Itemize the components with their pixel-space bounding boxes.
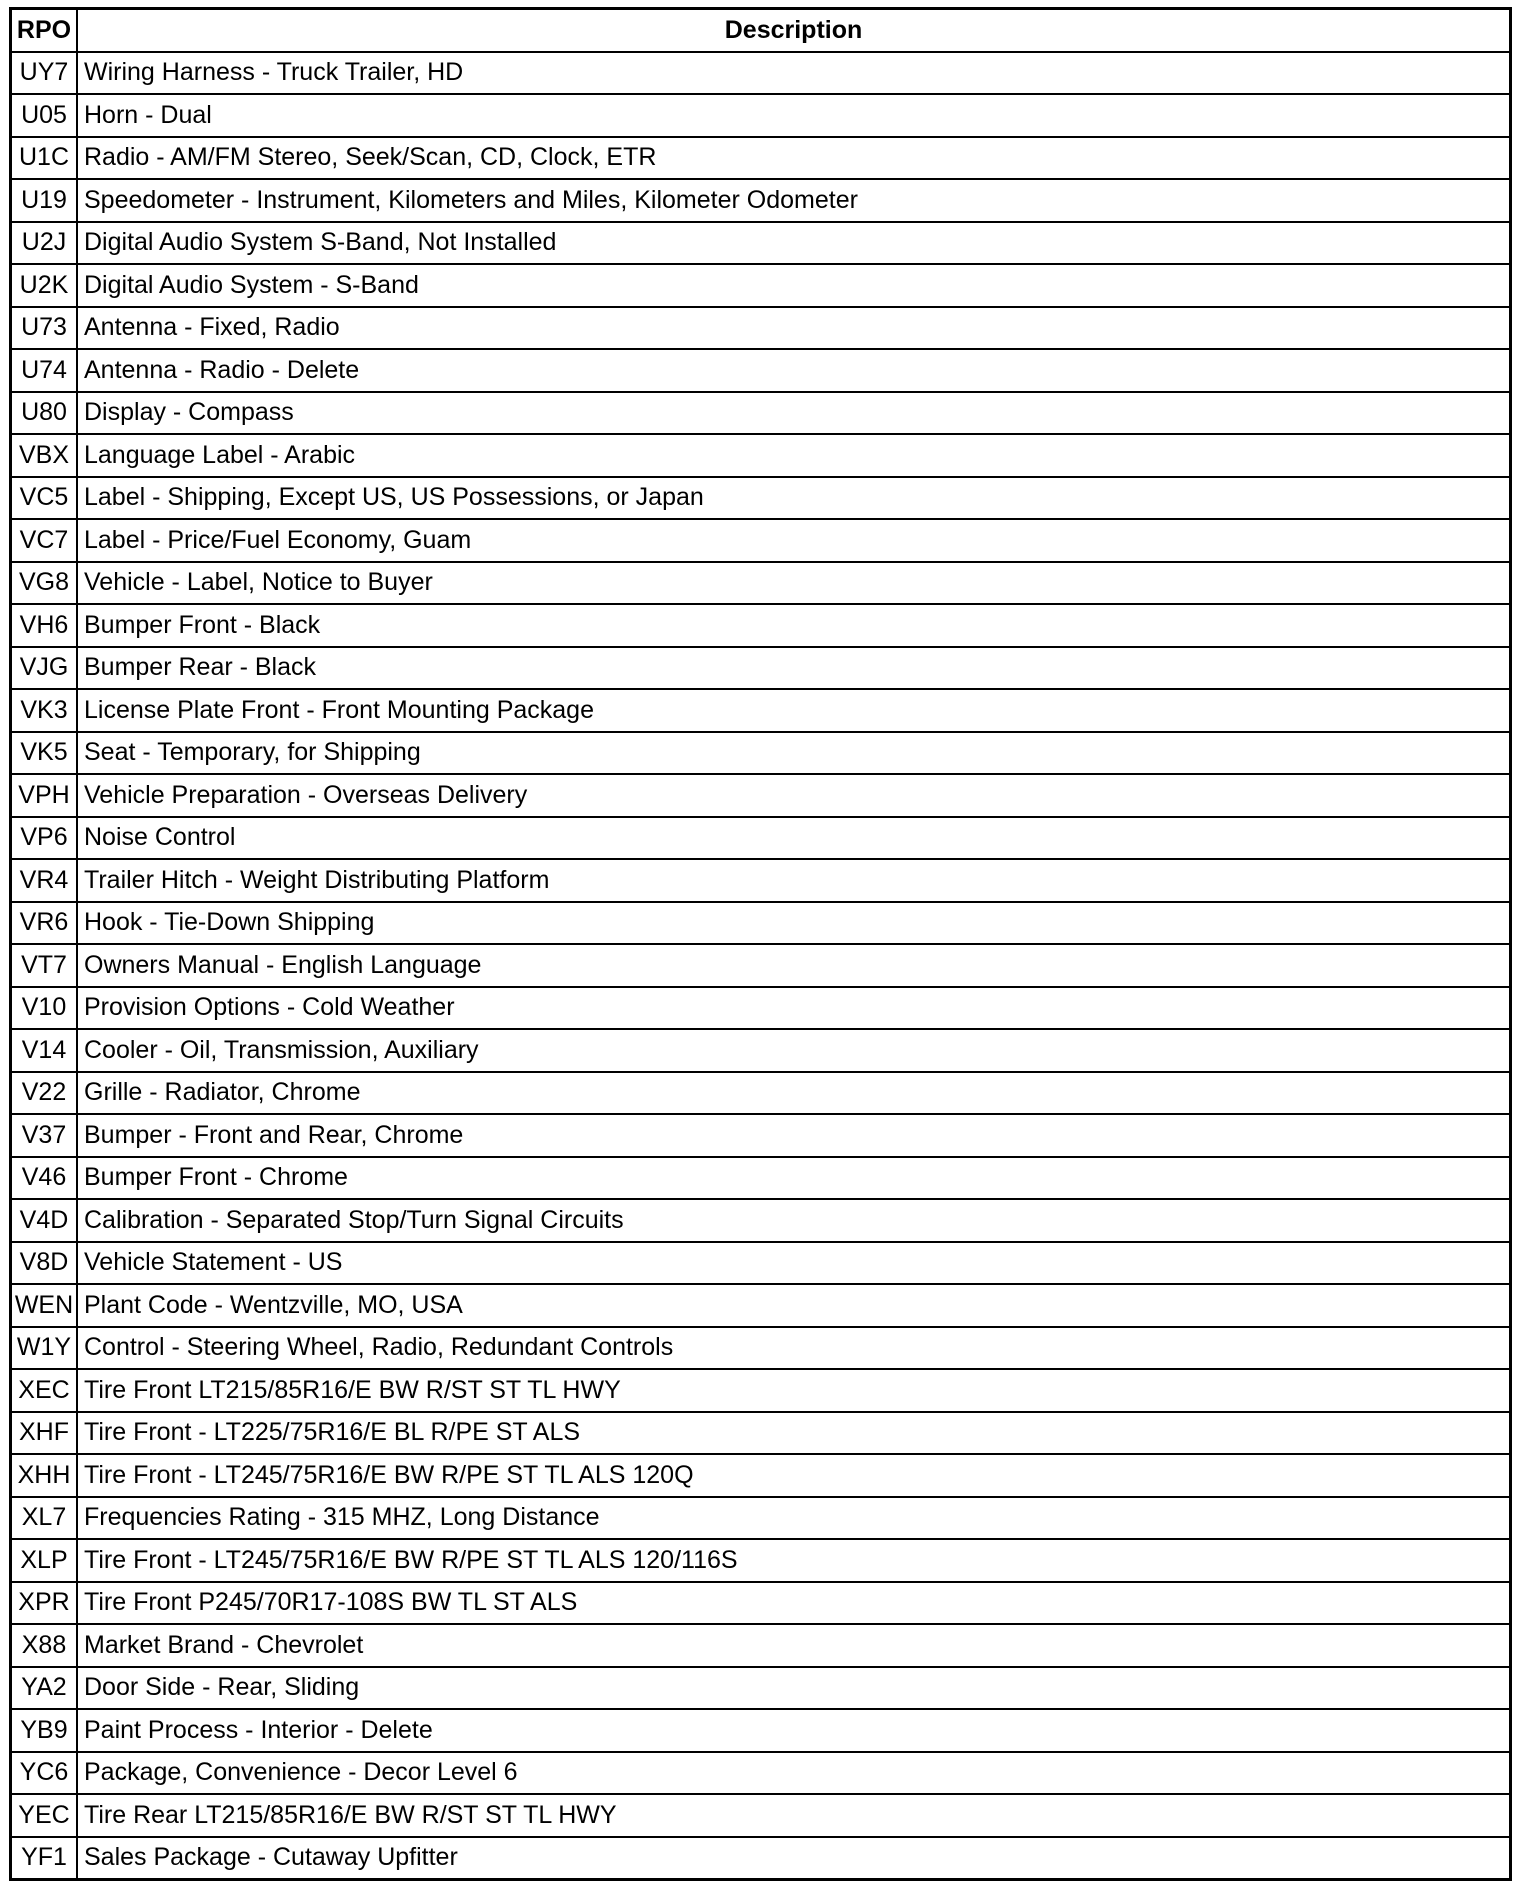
rpo-code-cell: YEC: [11, 1794, 78, 1837]
description-cell: Cooler - Oil, Transmission, Auxiliary: [77, 1029, 1511, 1072]
description-cell: Bumper Front - Chrome: [77, 1157, 1511, 1200]
rpo-code-cell: V37: [11, 1114, 78, 1157]
description-cell: Digital Audio System - S-Band: [77, 264, 1511, 307]
rpo-code-cell: VJG: [11, 647, 78, 690]
rpo-code-cell: VR4: [11, 859, 78, 902]
table-row: [11, 179, 1511, 222]
rpo-code-cell: XHH: [11, 1454, 78, 1497]
rpo-code-cell: VG8: [11, 562, 78, 605]
rpo-code-cell: V22: [11, 1072, 78, 1115]
table-row: [11, 689, 1511, 732]
description-cell: Tire Front - LT245/75R16/E BW R/PE ST TL ALS 120/116S: [77, 1539, 1511, 1582]
rpo-code-cell: VH6: [11, 604, 78, 647]
description-cell: Language Label - Arabic: [77, 434, 1511, 477]
table-row: [11, 392, 1511, 435]
description-cell: Provision Options - Cold Weather: [77, 987, 1511, 1030]
description-cell: Horn - Dual: [77, 94, 1511, 137]
rpo-code-cell: VPH: [11, 774, 78, 817]
rpo-code-cell: UY7: [11, 52, 78, 95]
description-cell: Control - Steering Wheel, Radio, Redundant Controls: [77, 1327, 1511, 1370]
table-row: [11, 1284, 1511, 1327]
rpo-code-cell: XPR: [11, 1582, 78, 1625]
description-cell: Display - Compass: [77, 392, 1511, 435]
rpo-code-cell: VK3: [11, 689, 78, 732]
description-cell: Sales Package - Cutaway Upfitter: [77, 1837, 1511, 1880]
rpo-code-cell: VK5: [11, 732, 78, 775]
description-cell: Radio - AM/FM Stereo, Seek/Scan, CD, Clock, ETR: [77, 137, 1511, 180]
table-row: [11, 562, 1511, 605]
rpo-code-cell: V10: [11, 987, 78, 1030]
table-row: [11, 1539, 1511, 1582]
table-row: [11, 1157, 1511, 1200]
table-row: [11, 1794, 1511, 1837]
table-row: [11, 1199, 1511, 1242]
description-cell: License Plate Front - Front Mounting Package: [77, 689, 1511, 732]
table-row: [11, 817, 1511, 860]
rpo-code-cell: YA2: [11, 1667, 78, 1710]
table-row: [11, 1667, 1511, 1710]
table-row: [11, 52, 1511, 95]
description-cell: Tire Front P245/70R17-108S BW TL ST ALS: [77, 1582, 1511, 1625]
table-row: [11, 944, 1511, 987]
table-row: [11, 477, 1511, 520]
description-cell: Tire Front - LT225/75R16/E BL R/PE ST ALS: [77, 1412, 1511, 1455]
description-cell: Tire Rear LT215/85R16/E BW R/ST ST TL HWY: [77, 1794, 1511, 1837]
table-row: [11, 1412, 1511, 1455]
table-row: [11, 859, 1511, 902]
table-row: [11, 1029, 1511, 1072]
description-cell: Package, Convenience - Decor Level 6: [77, 1752, 1511, 1795]
description-cell: Antenna - Radio - Delete: [77, 349, 1511, 392]
rpo-code-cell: YF1: [11, 1837, 78, 1880]
rpo-code-cell: U73: [11, 307, 78, 350]
rpo-code-cell: VT7: [11, 944, 78, 987]
table-row: [11, 137, 1511, 180]
table-row: [11, 1709, 1511, 1752]
description-cell: Trailer Hitch - Weight Distributing Platform: [77, 859, 1511, 902]
table-row: [11, 264, 1511, 307]
table-row: [11, 349, 1511, 392]
table-row: [11, 902, 1511, 945]
table-row: [11, 1582, 1511, 1625]
rpo-code-cell: V14: [11, 1029, 78, 1072]
table-row: [11, 222, 1511, 265]
table-row: [11, 1369, 1511, 1412]
table-row: [11, 434, 1511, 477]
description-cell: Bumper - Front and Rear, Chrome: [77, 1114, 1511, 1157]
description-cell: Hook - Tie-Down Shipping: [77, 902, 1511, 945]
description-cell: Speedometer - Instrument, Kilometers and Miles, Kilometer Odometer: [77, 179, 1511, 222]
table-row: [11, 519, 1511, 562]
description-cell: Label - Price/Fuel Economy, Guam: [77, 519, 1511, 562]
rpo-code-cell: V8D: [11, 1242, 78, 1285]
rpo-code-cell: X88: [11, 1624, 78, 1667]
rpo-code-cell: VR6: [11, 902, 78, 945]
rpo-code-cell: V4D: [11, 1199, 78, 1242]
rpo-code-cell: XL7: [11, 1497, 78, 1540]
description-cell: Noise Control: [77, 817, 1511, 860]
rpo-code-cell: U2K: [11, 264, 78, 307]
description-cell: Calibration - Separated Stop/Turn Signal Circuits: [77, 1199, 1511, 1242]
rpo-code-cell: WEN: [11, 1284, 78, 1327]
table-row: [11, 987, 1511, 1030]
description-cell: Antenna - Fixed, Radio: [77, 307, 1511, 350]
description-cell: Frequencies Rating - 315 MHZ, Long Distance: [77, 1497, 1511, 1540]
description-cell: Seat - Temporary, for Shipping: [77, 732, 1511, 775]
rpo-code-cell: U80: [11, 392, 78, 435]
table-row: [11, 307, 1511, 350]
table-body: [11, 52, 1511, 1880]
rpo-code-cell: U2J: [11, 222, 78, 265]
rpo-code-cell: U1C: [11, 137, 78, 180]
rpo-code-cell: U74: [11, 349, 78, 392]
description-column-header: Description: [77, 9, 1511, 52]
rpo-code-cell: XHF: [11, 1412, 78, 1455]
description-cell: Door Side - Rear, Sliding: [77, 1667, 1511, 1710]
table-row: [11, 1497, 1511, 1540]
description-cell: Vehicle Statement - US: [77, 1242, 1511, 1285]
table-row: [11, 604, 1511, 647]
table-row: [11, 1072, 1511, 1115]
description-cell: Digital Audio System S-Band, Not Installed: [77, 222, 1511, 265]
rpo-code-cell: V46: [11, 1157, 78, 1200]
rpo-code-cell: VBX: [11, 434, 78, 477]
table-row: [11, 1624, 1511, 1667]
description-cell: Plant Code - Wentzville, MO, USA: [77, 1284, 1511, 1327]
table-row: [11, 94, 1511, 137]
description-cell: Tire Front - LT245/75R16/E BW R/PE ST TL ALS 120Q: [77, 1454, 1511, 1497]
description-cell: Market Brand - Chevrolet: [77, 1624, 1511, 1667]
description-cell: Owners Manual - English Language: [77, 944, 1511, 987]
table-row: [11, 1114, 1511, 1157]
description-cell: Grille - Radiator, Chrome: [77, 1072, 1511, 1115]
rpo-code-cell: U05: [11, 94, 78, 137]
table-row: [11, 1837, 1511, 1880]
table-row: [11, 1327, 1511, 1370]
table-row: [11, 1454, 1511, 1497]
rpo-code-cell: U19: [11, 179, 78, 222]
rpo-code-cell: YB9: [11, 1709, 78, 1752]
description-cell: Paint Process - Interior - Delete: [77, 1709, 1511, 1752]
table-row: [11, 647, 1511, 690]
rpo-code-cell: VP6: [11, 817, 78, 860]
table-row: [11, 774, 1511, 817]
table-row: [11, 1242, 1511, 1285]
description-cell: Tire Front LT215/85R16/E BW R/ST ST TL HWY: [77, 1369, 1511, 1412]
description-cell: Vehicle - Label, Notice to Buyer: [77, 562, 1511, 605]
rpo-code-cell: VC5: [11, 477, 78, 520]
header-row: [11, 9, 1511, 52]
rpo-code-cell: VC7: [11, 519, 78, 562]
rpo-code-cell: XEC: [11, 1369, 78, 1412]
rpo-code-cell: YC6: [11, 1752, 78, 1795]
description-cell: Label - Shipping, Except US, US Possessions, or Japan: [77, 477, 1511, 520]
rpo-table: [9, 7, 1512, 1881]
description-cell: Vehicle Preparation - Overseas Delivery: [77, 774, 1511, 817]
rpo-column-header: RPO: [11, 9, 78, 52]
table-row: [11, 732, 1511, 775]
rpo-code-cell: XLP: [11, 1539, 78, 1582]
description-cell: Bumper Rear - Black: [77, 647, 1511, 690]
table-row: [11, 1752, 1511, 1795]
description-cell: Bumper Front - Black: [77, 604, 1511, 647]
rpo-code-cell: W1Y: [11, 1327, 78, 1370]
description-cell: Wiring Harness - Truck Trailer, HD: [77, 52, 1511, 95]
